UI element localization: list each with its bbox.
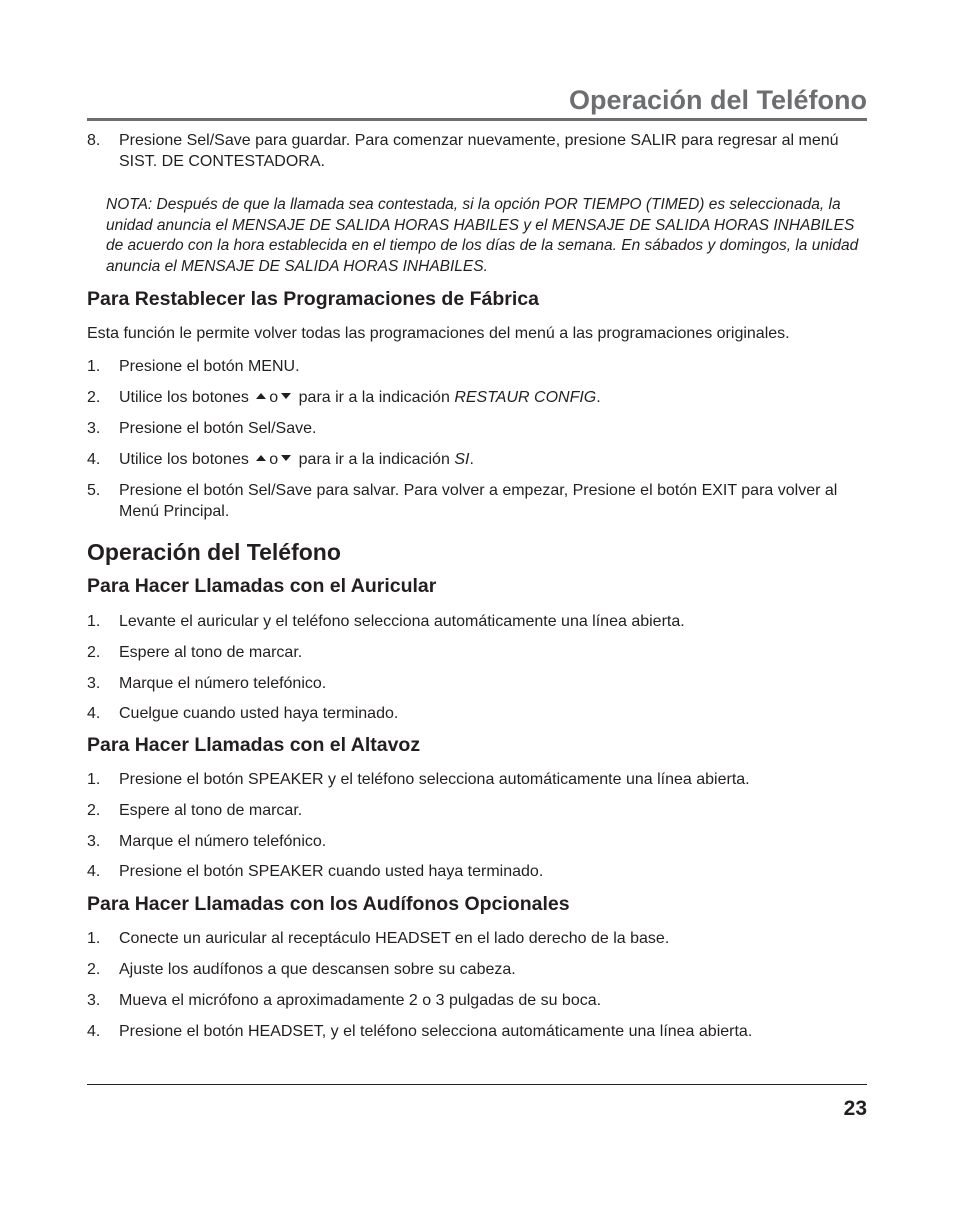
list-item-text: Presione el botón SPEAKER y el teléfono selecciona automáticamente una línea abierta. [119,771,750,788]
step-text-end: . [596,389,601,406]
list-item-number: 4. [87,863,101,880]
list-item [87,130,867,172]
step-text-pre: Utilice los botones [119,451,249,468]
list-item-number: 4. [87,1023,101,1040]
list-item-text: Presione el botón SPEAKER cuando usted haya terminado. [119,863,544,880]
list-item-text: Presione el botón HEADSET, y el teléfono selecciona automáticamente una línea abierta. [119,1023,753,1040]
handset-heading: Para Hacer Llamadas con el Auricular [87,575,437,597]
list-item-number: 2. [87,644,101,661]
page-number: 23 [843,1097,867,1120]
speaker-heading: Para Hacer Llamadas con el Altavoz [87,734,421,756]
note-paragraph: NOTA: Después de que la llamada sea contestada, si la opción POR TIEMPO (TIMED) es seleccionada, la unidad anuncia el MENSAJE DE SALIDA HORAS HABILES y el MENSAJE DE SALIDA HORAS INHABILES de acuerdo con la hora establecida en el tiempo de los días de la semana. En sábados y domingos, la unidad anuncia el MENSAJE DE SALIDA HORAS INHABILES. [106,196,859,275]
list-item-number: 2. [87,961,101,978]
list-item-text: Cuelgue cuando usted haya terminado. [119,705,399,722]
list-item-text: Espere al tono de marcar. [119,644,303,661]
list-item-number: 1. [87,613,101,630]
list-item-number: 1. [87,771,101,788]
list-item-text: Presione el botón Sel/Save para salvar. Para volver a empezar, Presione el botón EXIT para volver al Menú Principal. [119,482,838,520]
list-item-number: 8. [87,132,101,149]
list-item-number: 3. [87,420,101,437]
list-item-text: Conecte un auricular al receptáculo HEADSET en el lado derecho de la base. [119,930,670,947]
page-header [87,84,867,121]
step-text-post: para ir a la indicación [298,451,450,468]
headset-heading: Para Hacer Llamadas con los Audífonos Opcionales [87,893,570,915]
step-text-end: . [469,451,474,468]
list-item-number: 3. [87,992,101,1009]
list-item-text [119,449,864,470]
step-text-post: para ir a la indicación [298,389,450,406]
list-item-text: Presione el botón Sel/Save. [119,420,317,437]
list-item-number: 2. [87,389,101,406]
list-item [87,480,867,522]
list-item-number: 1. [87,930,101,947]
step-text-or: o [269,451,279,468]
down-arrow-icon [281,455,291,461]
list-item-text: Espere al tono de marcar. [119,802,303,819]
reset-description: Esta función le permite volver todas las programaciones del menú a las programaciones originales. [87,325,790,342]
list-item-text: Levante el auricular y el teléfono selecciona automáticamente una línea abierta. [119,613,685,630]
list-item-number: 2. [87,802,101,819]
list-item-number: 5. [87,482,101,499]
step-text-pre: Utilice los botones [119,389,249,406]
list-item-text: Marque el número telefónico. [119,833,327,850]
page-header-title: Operación del Teléfono [568,85,867,115]
up-arrow-icon [256,393,266,399]
step-text-target: RESTAUR CONFIG [454,389,597,406]
list-item-text: Ajuste los audífonos a que descansen sobre su cabeza. [119,961,516,978]
list-item-text [119,387,864,408]
list-item-number: 4. [87,451,101,468]
list-item-text: Presione Sel/Save para guardar. Para comenzar nuevamente, presione SALIR para regresar al menú SIST. DE CONTESTADORA. [119,132,839,170]
reset-heading: Para Restablecer las Programaciones de Fábrica [87,288,539,310]
list-item-text: Marque el número telefónico. [119,675,327,692]
up-arrow-icon [256,455,266,461]
list-item-number: 4. [87,705,101,722]
section-heading: Operación del Teléfono [87,539,341,565]
list-item-number: 3. [87,675,101,692]
list-item-text: Mueva el micrófono a aproximadamente 2 o 3 pulgadas de su boca. [119,992,602,1009]
list-item-number: 1. [87,358,101,375]
step-text-target: SI [454,451,470,468]
down-arrow-icon [281,393,291,399]
footer-divider [87,1084,867,1085]
list-item-number: 3. [87,833,101,850]
list-item-text: Presione el botón MENU. [119,358,300,375]
step-text-or: o [269,389,279,406]
